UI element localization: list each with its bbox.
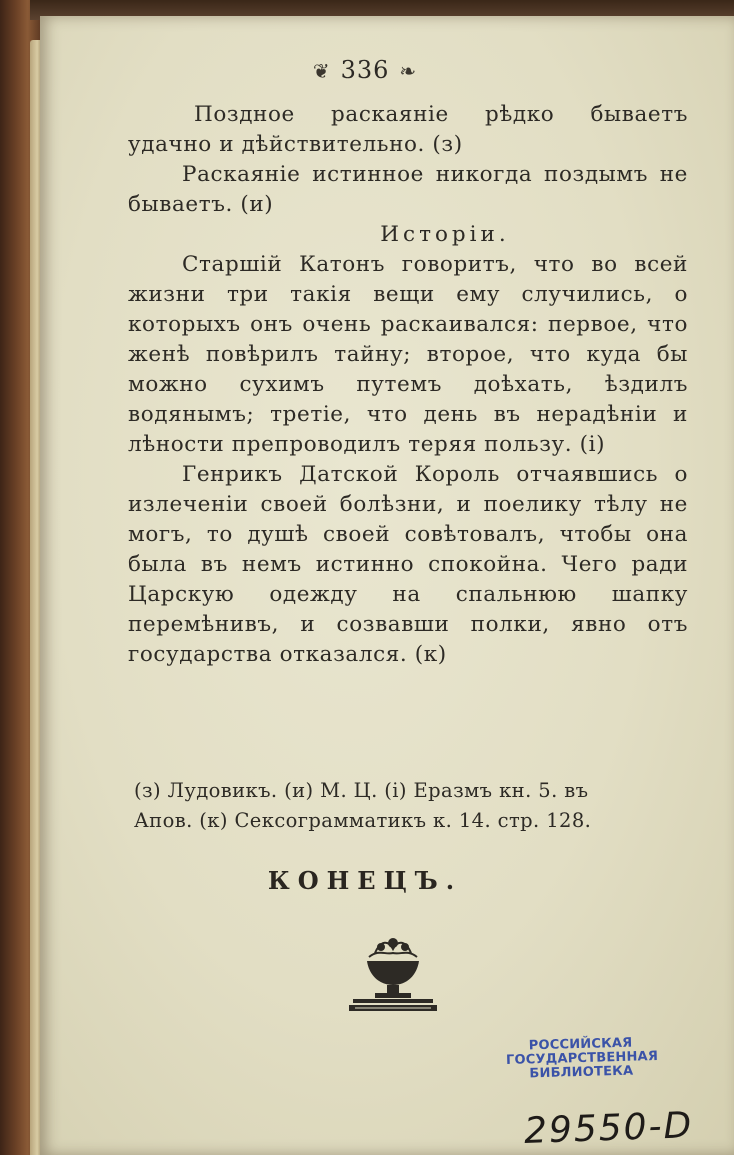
library-stamp	[505, 1035, 659, 1082]
book-page	[40, 16, 734, 1155]
ornament-left-icon: ❦	[312, 59, 331, 83]
footnote-line-1: (з) Лудовикъ. (и) М. Ц. (i) Еразмъ кн. 5. въ	[134, 779, 589, 802]
stamp-line-2: ГОСУДАРСТВЕННАЯ	[505, 1048, 659, 1068]
body-text	[128, 100, 688, 670]
shelfmark-handwritten: 29550-D	[523, 1105, 694, 1152]
footnote-line-2: Апов. (к) Сексограмматикъ к. 14. стр. 128.	[134, 809, 592, 832]
page-header	[40, 56, 690, 84]
paragraph-4: Генрикъ Датской Король отчаявшись о излеченiи своей болѣзни, и поелику тѣлу не могъ, то душѣ своей совѣтовалъ, чтобы она была въ немъ истинно спокойна. Чего ради Царскую одежду на спальнюю шапку перемѣнивъ, и созвавши полки, явно отъ государства отказался. (к)	[128, 462, 688, 667]
ornament-right-icon: ❧	[399, 59, 418, 83]
paragraph-2: Раскаянie истинное никогда поздымъ не бываетъ. (и)	[128, 162, 688, 217]
footnotes	[128, 776, 688, 836]
stamp-line-3: БИБЛИОТЕКА	[529, 1063, 634, 1082]
page-number: 336	[340, 56, 390, 84]
end-title: КОНЕЦЪ.	[267, 866, 463, 895]
paragraph-3: Старшiй Катонъ говоритъ, что во всей жизни три такiя вещи ему случились, о которыхъ онъ очень раскаивался: первое, что женѣ повѣрилъ тайну; второе, что куда бы можно сухимъ путемъ доѣхать, ѣздилъ водянымъ; третiе, что день въ нерадѣнiи и лѣности препроводилъ теряя пользу. (i)	[128, 252, 688, 457]
paragraph-1: Позднoе раскаянie рѣдко бываетъ удачно и дѣйствительно. (з)	[128, 102, 688, 157]
section-heading: Исторiи.	[380, 222, 510, 247]
urn-vignette-icon	[345, 931, 441, 1015]
stamp-line-1: РОССИЙСКАЯ	[528, 1035, 633, 1054]
